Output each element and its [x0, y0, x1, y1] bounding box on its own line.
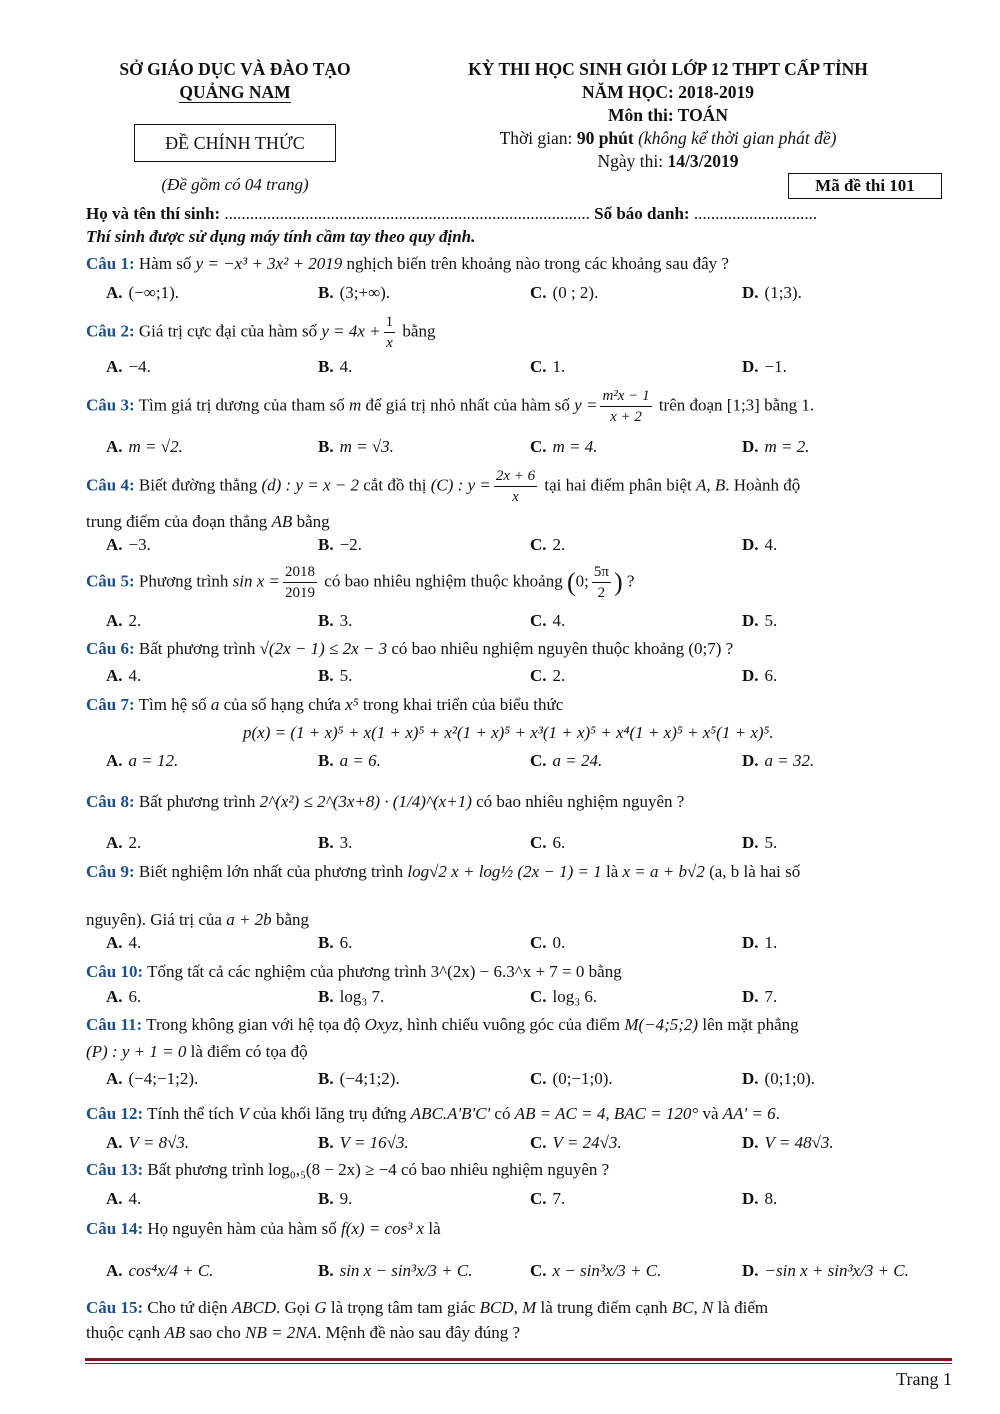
q1-answer-b[interactable]: B. (3;+∞). — [318, 283, 391, 302]
q13-answer-d[interactable]: D. 8. — [742, 1189, 778, 1208]
question-4: Câu 4: Biết đường thẳng (d) : y = x − 2 cắt đồ thị (C) : y = $\frac{2x + 6}{x}$ tại hai điểm phân biệt A, B. Hoành độ — [86, 468, 801, 505]
q13-answer-b[interactable]: B. 9. — [318, 1189, 353, 1208]
question-2: Câu 2: Giá trị cực đại của hàm số y = 4x + $\frac{1}{x}$ bằng — [86, 314, 436, 351]
question-10: Câu 10: Tổng tất cả các nghiệm của phương trình 3^(2x) − 6.3^x + 7 = 0 bằng — [86, 962, 622, 981]
q1-answer-a[interactable]: A. (−∞;1). — [106, 283, 180, 302]
q12-answer-a[interactable]: A. V = 8√3. — [106, 1133, 190, 1152]
exam-code-box: Mã đề thi 101 — [788, 173, 942, 199]
q3-answer-d[interactable]: D. m = 2. — [742, 437, 810, 456]
question-7-formula: p(x) = (1 + x)⁵ + x(1 + x)⁵ + x²(1 + x)⁵ + x³(1 + x)⁵ + x⁴(1 + x)⁵ + x⁵(1 + x)⁵. — [243, 723, 774, 742]
q10-answer-d[interactable]: D. 7. — [742, 987, 778, 1006]
name-dots: ...................................................................................... — [220, 204, 595, 223]
school-year: NĂM HỌC: 2018-2019 — [581, 82, 755, 102]
q12-answer-b[interactable]: B. V = 16√3. — [318, 1133, 409, 1152]
question-13: Câu 13: Bất phương trình log₀,₅(8 − 2x) ≥ −4 có bao nhiêu nghiệm nguyên ? — [86, 1160, 610, 1179]
exam-date: Ngày thi: 14/3/2019 — [597, 151, 739, 171]
q11-answer-a[interactable]: A. (−4;−1;2). — [106, 1069, 199, 1088]
q3-answer-a[interactable]: A. m = √2. — [106, 437, 183, 456]
department-name: SỞ GIÁO DỤC VÀ ĐÀO TẠO — [119, 59, 351, 79]
question-11: Câu 11: Trong không gian với hệ tọa độ Oxyz, hình chiếu vuông góc của điểm M(−4;5;2) lên mặt phẳng — [86, 1015, 799, 1034]
province-name: QUẢNG NAM — [179, 82, 291, 102]
question-12: Câu 12: Tính thể tích V của khối lăng trụ đứng ABC.A'B'C' có AB = AC = 4, BAC = 120° và AA' = 6. — [86, 1104, 780, 1123]
q11-answer-c[interactable]: C. (0;−1;0). — [530, 1069, 613, 1088]
q4-answer-d[interactable]: D. 4. — [742, 535, 778, 554]
q9-answer-d[interactable]: D. 1. — [742, 933, 778, 952]
q3-answer-c[interactable]: C. m = 4. — [530, 437, 598, 456]
header-left — [85, 58, 385, 104]
question-15: Câu 15: Cho tứ diện ABCD. Gọi G là trọng tâm tam giác BCD, M là trung điểm cạnh BC, N là điểm — [86, 1298, 769, 1317]
q10-answer-c[interactable]: C. log₃ 6. — [530, 987, 598, 1006]
q5-answer-d[interactable]: D. 5. — [742, 611, 778, 630]
q5-answer-c[interactable]: C. 4. — [530, 611, 566, 630]
q6-answer-a[interactable]: A. 4. — [106, 666, 142, 685]
question-11-line2: (P) : y + 1 = 0 là điểm có tọa độ — [86, 1042, 308, 1061]
question-9-line2: nguyên). Giá trị của a + 2b bằng — [86, 910, 309, 929]
official-exam-box: ĐỀ CHÍNH THỨC — [134, 124, 336, 162]
q5-answer-a[interactable]: A. 2. — [106, 611, 142, 630]
q5-answer-b[interactable]: B. 3. — [318, 611, 353, 630]
q6-answer-c[interactable]: C. 2. — [530, 666, 566, 685]
question-7: Câu 7: Tìm hệ số a của số hạng chứa x⁵ trong khai triển của biểu thức — [86, 695, 564, 714]
name-label: Họ và tên thí sinh: — [86, 204, 221, 223]
q8-answer-a[interactable]: A. 2. — [106, 833, 142, 852]
footer-divider-thin — [85, 1363, 952, 1364]
q14-answer-c[interactable]: C. x − sin³x/3 + C. — [530, 1261, 662, 1280]
id-dots: ............................. — [689, 204, 818, 223]
q7-answer-c[interactable]: C. a = 24. — [530, 751, 603, 770]
exam-time: Thời gian: 90 phút (không kể thời gian phát đề) — [499, 128, 837, 148]
q1-answer-d[interactable]: D. (1;3). — [742, 283, 802, 302]
q14-answer-b[interactable]: B. sin x − sin³x/3 + C. — [318, 1261, 473, 1280]
q2-answer-b[interactable]: B. 4. — [318, 357, 353, 376]
question-8: Câu 8: Bất phương trình 2^(x²) ≤ 2^(3x+8) · (1/4)^(x+1) có bao nhiêu nghiệm nguyên ? — [86, 792, 685, 811]
q11-answer-d[interactable]: D. (0;1;0). — [742, 1069, 816, 1088]
id-label: Số báo danh: — [594, 204, 690, 223]
question-4-line2: trung điểm của đoạn thẳng AB bằng — [86, 512, 330, 531]
question-3: Câu 3: Tìm giá trị dương của tham số m để giá trị nhỏ nhất của hàm số y = $\frac{\text{m²x − 1}}{x + 2}$ trên đoạn [1;3] bằng 1. — [86, 388, 815, 425]
header-right — [418, 58, 918, 173]
student-info-line — [86, 203, 952, 225]
q6-answer-d[interactable]: D. 6. — [742, 666, 778, 685]
q7-answer-d[interactable]: D. a = 32. — [742, 751, 815, 770]
q9-answer-c[interactable]: C. 0. — [530, 933, 566, 952]
question-1: Câu 1: Hàm số y = −x³ + 3x² + 2019 nghịch biến trên khoảng nào trong các khoảng sau đây ? — [86, 254, 729, 273]
q7-answer-a[interactable]: A. a = 12. — [106, 751, 179, 770]
question-14: Câu 14: Họ nguyên hàm của hàm số f(x) = cos³ x là — [86, 1219, 441, 1238]
exam-title: KỲ THI HỌC SINH GIỎI LỚP 12 THPT CẤP TỈNH — [468, 59, 868, 79]
subject: Môn thi: TOÁN — [608, 105, 728, 125]
q10-answer-b[interactable]: B. log₃ 7. — [318, 987, 385, 1006]
q2-answer-a[interactable]: A. −4. — [106, 357, 151, 376]
question-6: Câu 6: Bất phương trình √(2x − 1) ≤ 2x − 3 có bao nhiêu nghiệm nguyên thuộc khoảng (0;7) ? — [86, 639, 734, 658]
pages-note: (Đề gồm có 04 trang) — [161, 175, 309, 194]
q9-answer-a[interactable]: A. 4. — [106, 933, 142, 952]
q2-answer-d[interactable]: D. −1. — [742, 357, 787, 376]
q12-answer-d[interactable]: D. V = 48√3. — [742, 1133, 834, 1152]
q3-answer-b[interactable]: B. m = √3. — [318, 437, 394, 456]
question-9: Câu 9: Biết nghiệm lớn nhất của phương trình log√2 x + log½ (2x − 1) = 1 là x = a + b√2 (a, b là hai số — [86, 862, 801, 881]
q8-answer-d[interactable]: D. 5. — [742, 833, 778, 852]
q10-answer-a[interactable]: A. 6. — [106, 987, 142, 1006]
page-number: Trang 1 — [896, 1369, 952, 1389]
q4-answer-a[interactable]: A. −3. — [106, 535, 151, 554]
q1-answer-c[interactable]: C. (0 ; 2). — [530, 283, 599, 302]
footer-divider — [85, 1358, 952, 1361]
q13-answer-c[interactable]: C. 7. — [530, 1189, 566, 1208]
q11-answer-b[interactable]: B. (−4;1;2). — [318, 1069, 400, 1088]
q14-answer-d[interactable]: D. −sin x + sin³x/3 + C. — [742, 1261, 909, 1280]
question-15-line2: thuộc cạnh AB sao cho NB = 2NA. Mệnh đề nào sau đây đúng ? — [86, 1323, 521, 1342]
q9-answer-b[interactable]: B. 6. — [318, 933, 353, 952]
q4-answer-b[interactable]: B. −2. — [318, 535, 362, 554]
q12-answer-c[interactable]: C. V = 24√3. — [530, 1133, 622, 1152]
q8-answer-c[interactable]: C. 6. — [530, 833, 566, 852]
q2-answer-c[interactable]: C. 1. — [530, 357, 566, 376]
q13-answer-a[interactable]: A. 4. — [106, 1189, 142, 1208]
q8-answer-b[interactable]: B. 3. — [318, 833, 353, 852]
q6-answer-b[interactable]: B. 5. — [318, 666, 353, 685]
q7-answer-b[interactable]: B. a = 6. — [318, 751, 381, 770]
calculator-rule: Thí sinh được sử dụng máy tính cầm tay theo quy định. — [86, 227, 476, 246]
question-5: Câu 5: Phương trình sin x = $\frac{2018}{2019}$ có bao nhiêu nghiệm thuộc khoảng (0; $\frac{5\pi}{2}$ ) ? — [86, 564, 635, 601]
q4-answer-c[interactable]: C. 2. — [530, 535, 566, 554]
q14-answer-a[interactable]: A. cos⁴x/4 + C. — [106, 1261, 214, 1280]
